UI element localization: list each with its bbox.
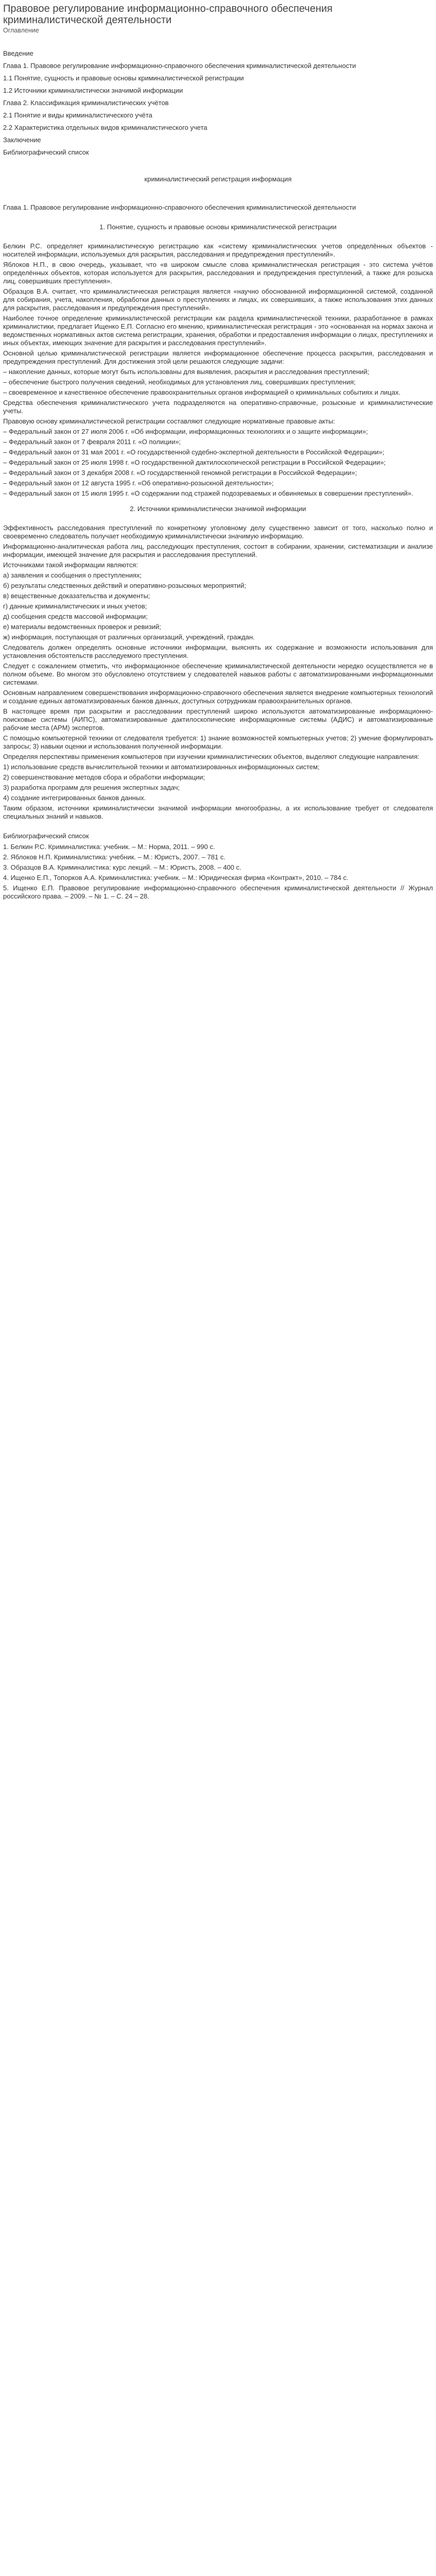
- bibliography-entry: 1. Белкин Р.С. Криминалистика: учебник. – М.: Норма, 2011. – 990 с.: [3, 843, 215, 851]
- paragraph: г) данные криминалистических и иных учетов;: [3, 602, 147, 610]
- bibliography-entry: 5. Ищенко Е.П. Правовое регулирование информационно-справочного обеспечения криминалистической деятельности // Журнал российского права. – 2009. – № 1. – С. 24 – 28.: [3, 884, 433, 900]
- paragraph: – Федеральный закон от 31 мая 2001 г. «О государственной судебно-экспертной деятельности в Российской Федерации»;: [3, 448, 385, 456]
- paragraph: 2) совершенствование методов сбора и обработки информации;: [3, 773, 205, 781]
- section-heading: 1. Понятие, сущность и правовые основы криминалистической регистрации: [99, 223, 337, 231]
- paragraph: 4) создание интегрированных банков данных.: [3, 794, 146, 802]
- paragraph: Основным направлением совершенствования информационно-справочного обеспечения является внедрение компьютерных технологий и создание единых автоматизированных банков данных, доступных сотрудникам правоохранительных органов.: [3, 689, 433, 705]
- paragraph: – Федеральный закон от 27 июля 2006 г. «Об информации, информационных технологиях и о защите информации»;: [3, 428, 368, 435]
- paragraph: Правовую основу криминалистической регистрации составляют следующие нормативные правовые акты:: [3, 417, 335, 425]
- paragraph: Следует с сожалением отметить, что информационное обеспечение криминалистической деятельности нередко осуществляется не в полном объеме. Во многом это обусловлено отсутствием у следователей навыков работы с автоматизированными информационными системами.: [3, 662, 433, 686]
- paragraph: б) результаты следственных действий и оперативно-розыскных мероприятий;: [3, 582, 247, 589]
- chapter-heading: Глава 1. Правовое регулирование информационно-справочного обеспечения криминалистической деятельности: [3, 204, 356, 211]
- paragraph: – Федеральный закон от 3 декабря 2008 г. «О государственной геномной регистрации в Российской Федерации»;: [3, 469, 357, 477]
- paragraph: д) сообщения средств массовой информации;: [3, 613, 148, 620]
- paragraph: е) материалы ведомственных проверок и ревизий;: [3, 623, 161, 631]
- paragraph: Основной целью криминалистической регистрации является информационное обеспечение процесса раскрытия, расследования и предупреждения преступлений. Для достижения этой цели решаются следующие задачи:: [3, 349, 433, 365]
- paragraph: в) вещественные доказательства и документы;: [3, 592, 150, 600]
- section-body: [3, 524, 433, 821]
- toc-item: 1.1 Понятие, сущность и правовые основы криминалистической регистрации: [3, 74, 244, 82]
- paragraph: – накопление данных, которые могут быть использованы для выявления, раскрытия и расследования преступлений;: [3, 368, 370, 376]
- paragraph: ж) информация, поступающая от различных организаций, учреждений, граждан.: [3, 633, 255, 641]
- paragraph: Информационно-аналитическая работа лиц, расследующих преступления, состоит в собирании, хранении, систематизации и анализе информации, имеющей значение для раскрытия и расследования преступлений.: [3, 543, 433, 558]
- bibliography-list: [3, 843, 433, 901]
- toc-item: 2.1 Понятие и виды криминалистического учёта: [3, 111, 152, 119]
- paragraph: а) заявления и сообщения о преступлениях;: [3, 571, 142, 579]
- toc-item: Библиографический список: [3, 148, 89, 156]
- bibliography-heading: Библиографический список: [3, 832, 89, 840]
- paragraph: Наиболее точное определение криминалистической регистрации как раздела криминалистической техники, разработанное в рамках криминалистики, предлагает Ищенко Е.П. Согласно его мнению, криминалистическая регистрация - это «основанная на нормах закона и ведомственных нормативных актов система регистрации, хранения, обработки и предоставления информации о лицах, преступлениях и иных объектах, имеющих значение для раскрытия и расследования преступлений».: [3, 314, 433, 347]
- toc-item: 1.2 Источники криминалистически значимой информации: [3, 87, 183, 94]
- table-of-contents: [3, 49, 433, 157]
- paragraph: – Федеральный закон от 15 июля 1995 г. «О содержании под стражей подозреваемых и обвиняемых в совершении преступлений».: [3, 489, 413, 497]
- toc-item: 2.2 Характеристика отдельных видов криминалистического учета: [3, 124, 207, 131]
- toc-item: Заключение: [3, 136, 41, 144]
- toc-item: Глава 1. Правовое регулирование информационно-справочного обеспечения криминалистической деятельности: [3, 62, 356, 70]
- paragraph: – Федеральный закон от 12 августа 1995 г. «Об оперативно-розыскной деятельности»;: [3, 479, 274, 487]
- toc-item: Введение: [3, 49, 33, 57]
- paragraph: – Федеральный закон от 7 февраля 2011 г. «О полиции»;: [3, 438, 181, 446]
- toc-item: Глава 2. Классификация криминалистических учётов: [3, 99, 169, 107]
- page-title: Правовое регулирование информационно-справочного обеспечения криминалистической деятельности: [3, 3, 333, 26]
- paragraph: Средства обеспечения криминалистического учета подразделяются на оперативно-справочные, розыскные и криминалистические учеты.: [3, 399, 433, 415]
- bibliography-entry: 2. Яблоков Н.П. Криминалистика: учебник. – М.: Юристъ, 2007. – 781 с.: [3, 853, 225, 861]
- paragraph: Источниками такой информации являются:: [3, 561, 138, 569]
- paragraph: Эффективность расследования преступлений по конкретному уголовному делу существенно зависит от того, насколько полно и своевременно следователь получает необходимую криминалистически значимую информацию.: [3, 524, 433, 540]
- paragraph: – своевременное и качественное обеспечение правоохранительных органов информацией о криминальных событиях и лицах.: [3, 388, 400, 396]
- paragraph: Таким образом, источники криминалистически значимой информации многообразны, а их использование требует от следователя специальных знаний и навыков.: [3, 804, 433, 820]
- section-heading: 2. Источники криминалистически значимой информации: [130, 505, 306, 513]
- bibliography-entry: 4. Ищенко Е.П., Топорков А.А. Криминалистика: учебник. – М.: Юридическая фирма «Контракт», 2010. – 784 с.: [3, 874, 348, 882]
- paragraph: 1) использование средств вычислительной техники и автоматизированных информационных систем;: [3, 763, 320, 771]
- paragraph: Определяя перспективы применения компьютеров при изучении криминалистических объектов, выделяют следующие направления:: [3, 753, 420, 760]
- paragraph: Яблоков Н.П., в свою очередь, указывает, что «в широком смысле слова криминалистическая регистрация - это система учётов определённых объектов, которая используется для раскрытия, расследования и предупреждения преступлений, а также для розыска лиц, совершивших преступления».: [3, 261, 433, 285]
- paragraph: – Федеральный закон от 25 июля 1998 г. «О государственной дактилоскопической регистрации в Российской Федерации»;: [3, 459, 386, 466]
- document-page: [0, 0, 436, 901]
- paragraph: С помощью компьютерной техники от следователя требуется: 1) знание возможностей компьютерных учетов; 2) умение формулировать запросы; 3) навыки оценки и использования полученной информации.: [3, 734, 433, 750]
- paragraph: Следователь должен определять основные источники информации, выяснять их содержание и возможности использования для установления обстоятельств расследуемого преступления.: [3, 643, 433, 659]
- paragraph: – обеспечение быстрого получения сведений, необходимых для установления лиц, совершивших преступления;: [3, 378, 356, 386]
- toc-label: Оглавление: [3, 27, 39, 34]
- paragraph: Белкин Р.С. определяет криминалистическую регистрацию как «систему криминалистических учетов определённых объектов - носителей информации, используемых для раскрытия, расследования и предупреждения преступлений».: [3, 242, 433, 258]
- paragraph: 3) разработка программ для решения экспертных задач;: [3, 784, 180, 791]
- paragraph: В настоящее время при раскрытии и расследовании преступлений широко используются автоматизированные информационно-поисковые системы (АИПС), автоматизированные дактилоскопические информационные системы (АДИС) и автоматизированные рабочие места (АРМ) экспертов.: [3, 707, 433, 732]
- keywords-caption: криминалистический регистрация информация: [144, 175, 292, 183]
- paragraph: Образцов В.А. считает, что криминалистическая регистрация является «научно обоснованной информационной системой, созданной для собирания, учета, накопления, обработки данных о преступлениях и лицах, их совершивших, а также использования этих данных для раскрытия, расследования и предупреждения преступлений».: [3, 287, 433, 312]
- section-body: [3, 242, 433, 498]
- bibliography-entry: 3. Образцов В.А. Криминалистика: курс лекций. – М.: Юристъ, 2008. – 400 с.: [3, 863, 241, 871]
